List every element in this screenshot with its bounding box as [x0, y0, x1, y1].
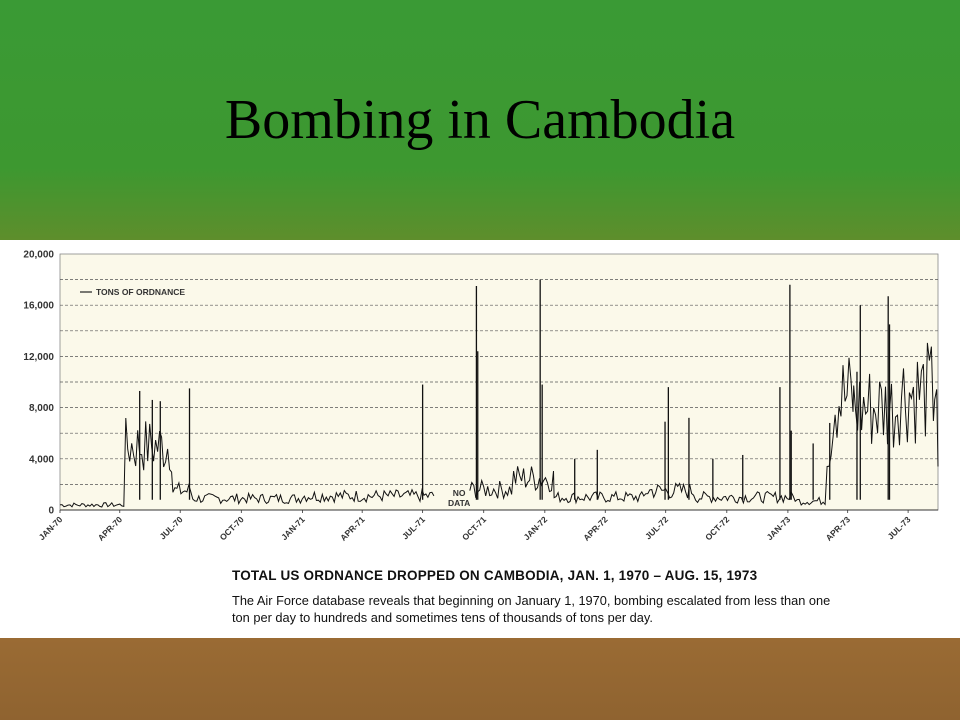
y-axis-ticks [23, 250, 54, 517]
y-tick-label: 0 [48, 505, 54, 517]
x-tick-label: APR-72 [581, 514, 610, 543]
x-tick-label: APR-70 [95, 514, 125, 543]
x-tick-label: OCT-71 [460, 514, 489, 543]
x-tick-label: JUL-71 [399, 514, 428, 542]
chart-caption-body: The Air Force database reveals that beginning on January 1, 1970, bombing escalated from less than one ton per day to hundreds and sometimes tens of thousands of tons per day. [232, 593, 831, 625]
y-tick-label: 16,000 [23, 300, 54, 312]
x-tick-label: APR-73 [823, 514, 853, 543]
slide-title: Bombing in Cambodia [224, 89, 736, 151]
y-tick-label: 20,000 [23, 249, 54, 261]
slide-footer-band [0, 638, 960, 720]
x-tick-label: JAN-73 [764, 514, 793, 543]
x-tick-label: APR-71 [338, 514, 367, 543]
ordnance-chart [0, 240, 960, 580]
legend [80, 287, 185, 297]
y-tick-label: 12,000 [23, 351, 54, 363]
legend-label: TONS OF ORDNANCE [96, 287, 186, 297]
x-tick-label: JUL-70 [157, 514, 185, 542]
x-tick-label: JUL-73 [885, 514, 913, 542]
x-tick-label: OCT-70 [217, 514, 246, 543]
chart-caption-title: TOTAL US ORDNANCE DROPPED ON CAMBODIA, JAN. 1, 1970 – AUG. 15, 1973 [232, 568, 758, 583]
y-tick-label: 4,000 [28, 454, 54, 466]
x-tick-label: JAN-71 [279, 514, 307, 543]
x-tick-label: JAN-72 [521, 514, 550, 543]
x-tick-label: JUL-72 [643, 514, 671, 542]
x-tick-label: JAN-70 [36, 514, 65, 543]
annotation-line: NO [452, 487, 466, 498]
annotation-line: DATA [447, 497, 471, 508]
y-tick-label: 8,000 [28, 403, 54, 415]
x-axis-ticks [37, 510, 913, 543]
x-tick-label: OCT-72 [703, 514, 732, 543]
